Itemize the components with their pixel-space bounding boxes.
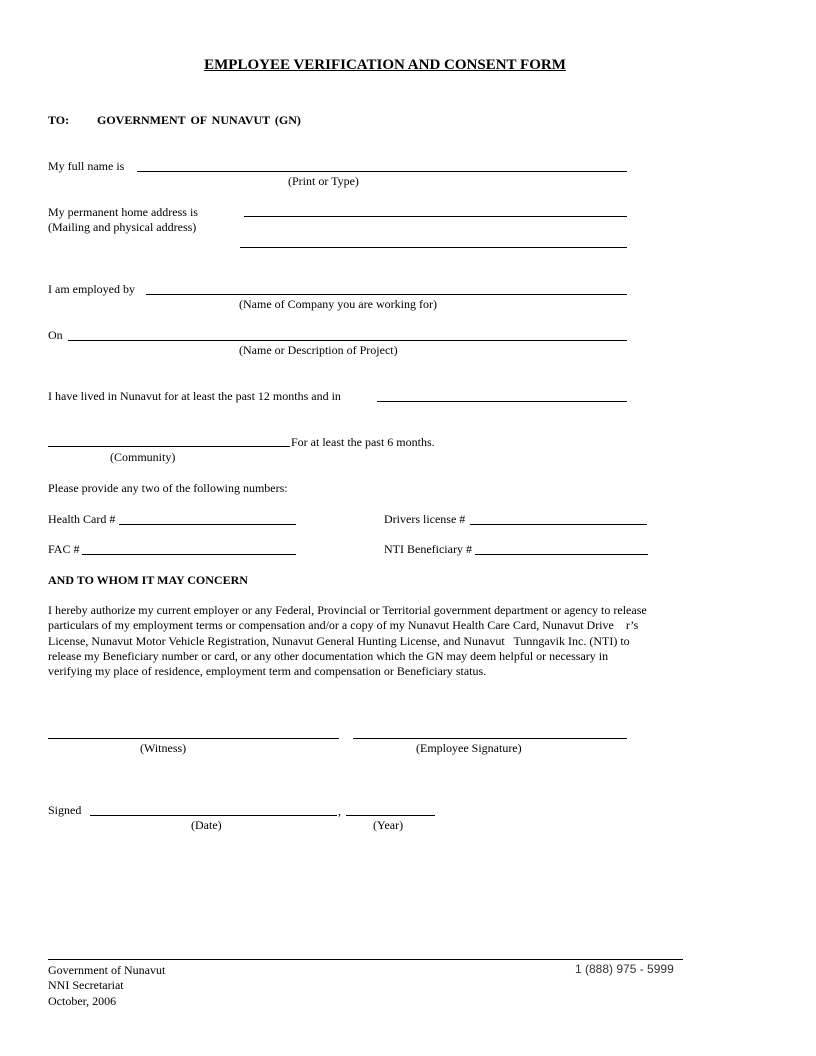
consent-line: particulars of my employment terms or compensation and/or a copy of my Nunavut Health Care Card, Nunavut Drive r’s (48, 618, 639, 633)
date-year-separator: , (338, 804, 341, 818)
health-card-field[interactable] (119, 524, 296, 525)
fac-label: FAC # (48, 542, 80, 556)
to-recipient: GOVERNMENT OF NUNAVUT (GN) (97, 113, 301, 127)
footer-dept: NNI Secretariat (48, 978, 124, 992)
project-field[interactable] (68, 340, 627, 341)
form-title: EMPLOYEE VERIFICATION AND CONSENT FORM (204, 57, 566, 73)
consent-line: I hereby authorize my current employer or any Federal, Provincial or Territorial government department or agency to release (48, 603, 647, 617)
employer-field[interactable] (146, 294, 627, 295)
footer-org: Government of Nunavut (48, 963, 166, 977)
residency-label: I have lived in Nunavut for at least the past 12 months and in (48, 389, 341, 403)
footer-date: October, 2006 (48, 994, 117, 1008)
residency-field[interactable] (377, 401, 627, 402)
date-field[interactable] (90, 815, 337, 816)
nti-label: NTI Beneficiary # (384, 542, 472, 556)
address-label: My permanent home address is (48, 205, 198, 219)
witness-signature-field[interactable] (48, 738, 339, 739)
consent-paragraph (48, 603, 718, 679)
nti-field[interactable] (475, 554, 648, 555)
health-card-label: Health Card # (48, 512, 116, 526)
employer-label: I am employed by (48, 282, 135, 296)
community-caption: (Community) (110, 450, 176, 464)
year-caption: (Year) (373, 818, 404, 832)
full-name-caption: (Print or Type) (288, 174, 359, 188)
date-caption: (Date) (191, 818, 222, 832)
consent-heading: AND TO WHOM IT MAY CONCERN (48, 573, 248, 587)
consent-line: License, Nunavut Motor Vehicle Registration, Nunavut General Hunting License, and Nunavut Tunngavik Inc. (NTI) to (48, 633, 630, 648)
signed-label: Signed (48, 803, 82, 817)
footer-divider (48, 959, 683, 960)
drivers-license-field[interactable] (470, 524, 647, 525)
project-label: On (48, 328, 63, 342)
project-caption: (Name or Description of Project) (239, 343, 398, 357)
witness-caption: (Witness) (140, 741, 187, 755)
footer-phone: 1 (888) 975 - 5999 (575, 962, 674, 976)
address-field-line-1[interactable] (244, 216, 627, 217)
year-field[interactable] (346, 815, 435, 816)
drivers-license-label: Drivers license # (384, 512, 466, 526)
consent-line: verifying my place of residence, employment term and compensation or Beneficiary status. (48, 664, 487, 679)
address-sublabel: (Mailing and physical address) (48, 220, 197, 234)
community-suffix: For at least the past 6 months. (291, 435, 435, 449)
fac-field[interactable] (82, 554, 296, 555)
full-name-field[interactable] (137, 171, 627, 172)
to-label: TO: (48, 113, 70, 127)
full-name-label: My full name is (48, 159, 125, 173)
employee-signature-field[interactable] (353, 738, 627, 739)
consent-line: release my Beneficiary number or card, or any other documentation which the GN may deem helpful or necessary in (48, 648, 609, 663)
numbers-instruction: Please provide any two of the following numbers: (48, 481, 288, 495)
employee-signature-caption: (Employee Signature) (416, 741, 522, 755)
community-field[interactable] (48, 446, 290, 447)
employer-caption: (Name of Company you are working for) (239, 297, 437, 311)
address-field-line-2[interactable] (240, 247, 627, 248)
